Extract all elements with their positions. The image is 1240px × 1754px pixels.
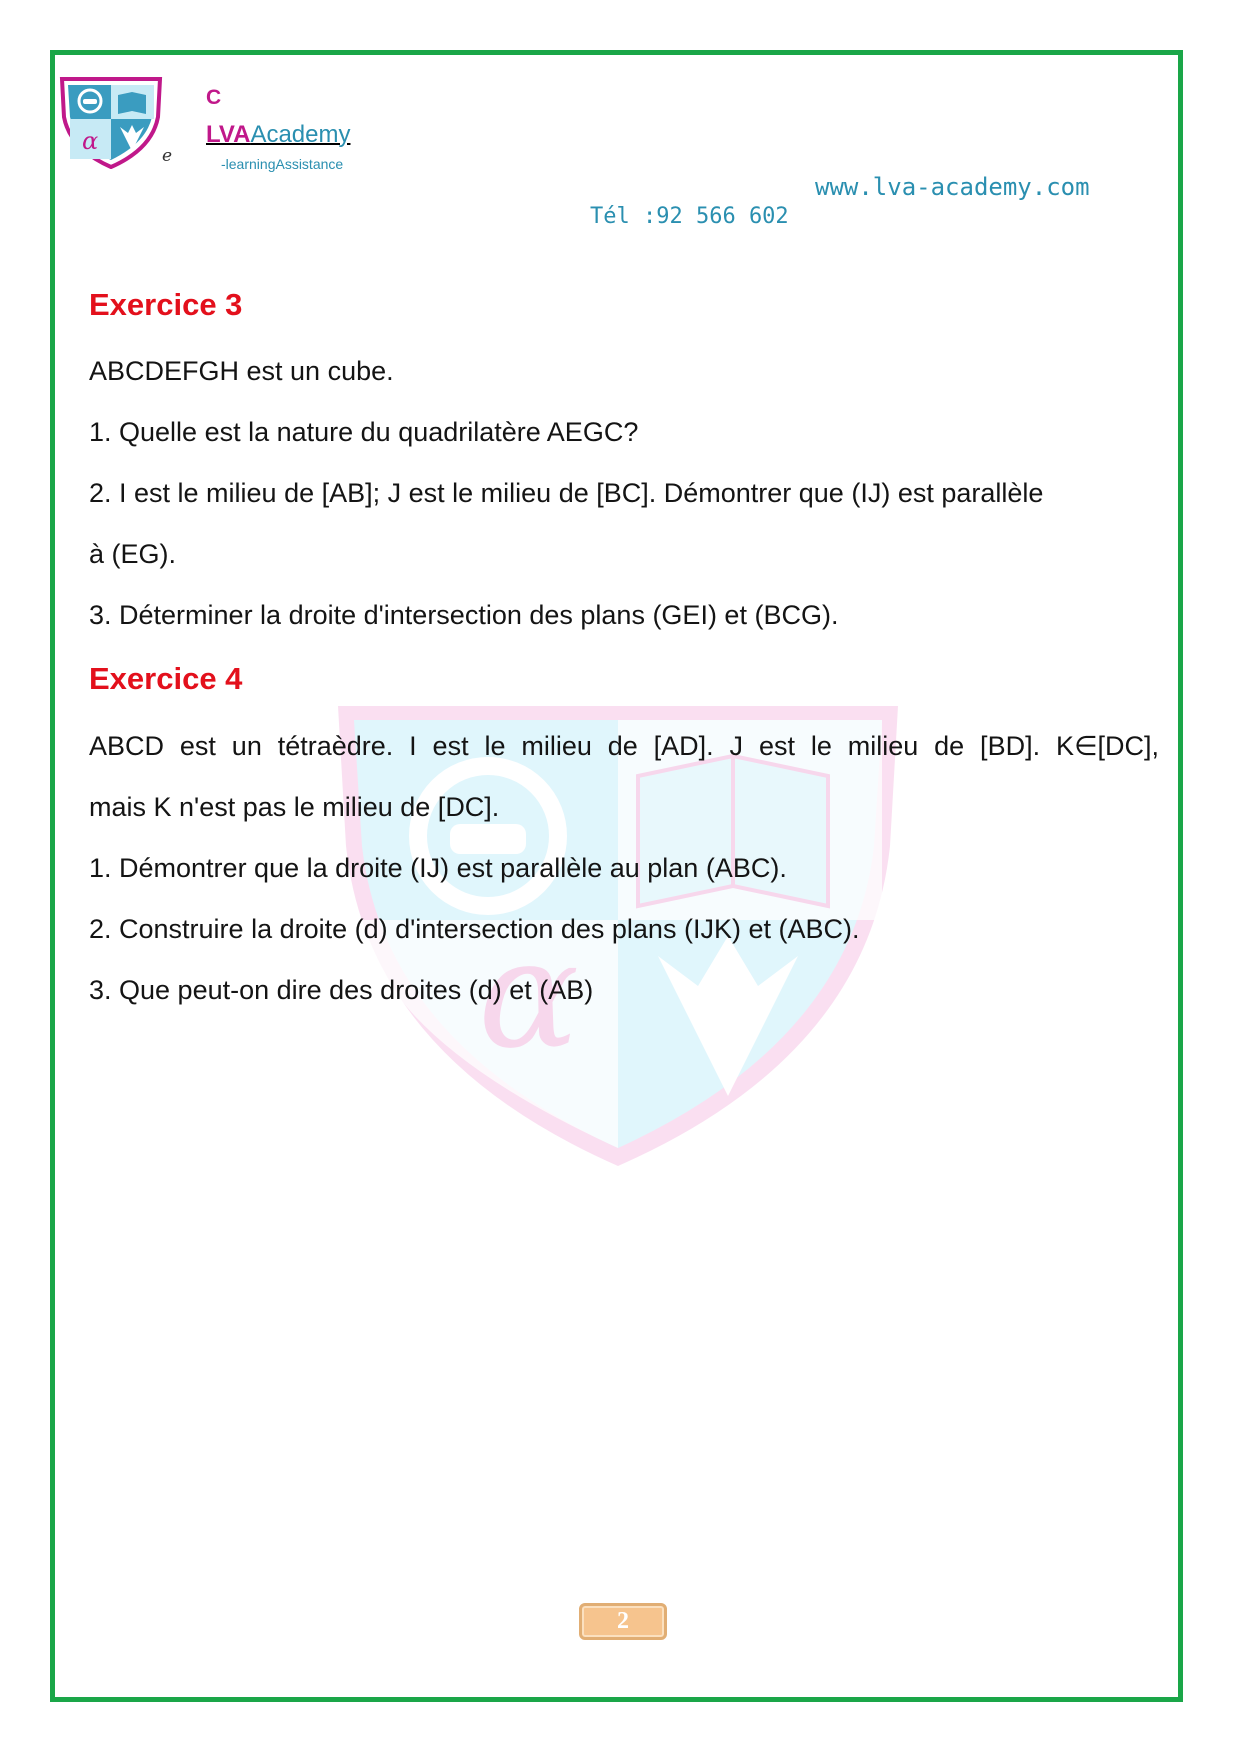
exercise-3-line: à (EG). bbox=[89, 539, 177, 569]
brand-c-letter: C bbox=[206, 86, 222, 109]
shield-logo-icon bbox=[58, 77, 164, 169]
brand-academy: Academy bbox=[250, 121, 351, 148]
exercise-3-title: Exercice 3 bbox=[89, 287, 243, 322]
alpha-icon: α bbox=[82, 127, 99, 155]
book-icon bbox=[118, 92, 146, 114]
svg-text:α: α bbox=[478, 908, 580, 1082]
exercise-4-line: ABCD est un tétraèdre. I est le milieu de [AD]. J est le milieu de [BD]. K∈[DC], bbox=[89, 731, 1159, 761]
brand-lva: LVA bbox=[206, 121, 251, 148]
exercise-4-line: 1. Démontrer que la droite (IJ) est parallèle au plan (ABC). bbox=[89, 853, 787, 883]
exercise-3-line: 1. Quelle est la nature du quadrilatère AEGC? bbox=[89, 417, 639, 447]
brand-e-letter: e bbox=[162, 146, 173, 166]
exercise-4-title: Exercice 4 bbox=[89, 661, 243, 696]
website-link[interactable]: www.lva-academy.com bbox=[815, 173, 1090, 201]
exercise-3-line: 3. Déterminer la droite d'intersection des plans (GEI) et (BCG). bbox=[89, 600, 839, 630]
phone-number: Tél :92 566 602 bbox=[590, 204, 789, 229]
page-number-badge: 2 bbox=[579, 1603, 667, 1640]
exercise-3-line: ABCDEFGH est un cube. bbox=[89, 356, 394, 386]
exercise-4-line: 3. Que peut-on dire des droites (d) et (AB) bbox=[89, 975, 594, 1005]
brand-subtitle: -learningAssistance bbox=[221, 156, 344, 172]
exercise-3-line: 2. I est le milieu de [AB]; J est le milieu de [BC]. Démontrer que (IJ) est parallèle bbox=[89, 478, 1044, 508]
exercise-4-line: mais K n'est pas le milieu de [DC]. bbox=[89, 792, 500, 822]
exercise-4-line: 2. Construire la droite (d) d'intersection des plans (IJK) et (ABC). bbox=[89, 914, 860, 944]
brand-name bbox=[206, 121, 350, 149]
